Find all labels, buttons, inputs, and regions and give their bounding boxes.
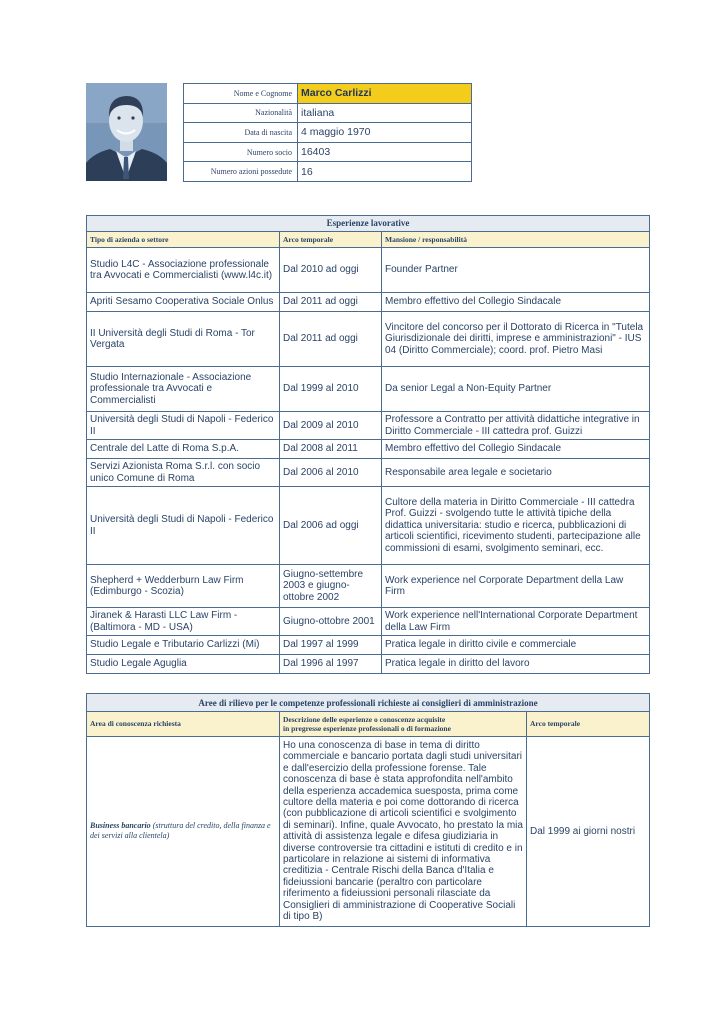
cell-sector: Studio Legale Aguglia xyxy=(87,655,280,674)
experience-title: Esperienze lavorative xyxy=(87,216,650,232)
header-description xyxy=(280,712,527,737)
profile-value-birthdate: 4 maggio 1970 xyxy=(298,123,472,143)
table-row xyxy=(87,565,650,608)
cell-role: Vincitore del concorso per il Dottorato di Ricerca in "Tutela Giurisdizionale dei diritti, imprese e amministrazioni" - IUS 04 (Diritto Commerciale); coord. prof. Pietro Masi xyxy=(382,312,650,367)
table-row xyxy=(87,487,650,565)
table-row xyxy=(87,655,650,674)
profile-label: Nome e Cognome xyxy=(184,84,298,104)
profile-row-birthdate xyxy=(184,123,472,143)
cell-period: Dal 1997 al 1999 xyxy=(280,636,382,655)
cell-period: Dal 2006 al 2010 xyxy=(280,459,382,487)
portrait-icon xyxy=(86,83,167,181)
cell-role: Work experience nel Corporate Department della Law Firm xyxy=(382,565,650,608)
profile-value-shares: 16 xyxy=(298,162,472,182)
cell-role: Professore a Contratto per attività didattiche integrative in Diritto Commerciale - III cattedra prof. Guizzi xyxy=(382,412,650,440)
table-row xyxy=(87,248,650,293)
table-row xyxy=(87,440,650,459)
experience-table xyxy=(86,215,650,674)
cell-period: Dal 1999 al 2010 xyxy=(280,367,382,412)
profile-label: Numero socio xyxy=(184,142,298,162)
cell-period: Dal 2008 al 2011 xyxy=(280,440,382,459)
table-row xyxy=(87,737,650,927)
cell-role: Work experience nell'International Corporate Department della Law Firm xyxy=(382,608,650,636)
cell-period: Giugno-settembre 2003 e giugno-ottobre 2002 xyxy=(280,565,382,608)
area-detail: (struttura del credito, della finanza e dei servizi alla clientela) xyxy=(90,821,271,841)
competences-header-row xyxy=(87,712,650,737)
cell-role: Pratica legale in diritto civile e commerciale xyxy=(382,636,650,655)
cell-sector: Centrale del Latte di Roma S.p.A. xyxy=(87,440,280,459)
cell-role: Membro effettivo del Collegio Sindacale xyxy=(382,440,650,459)
competences-title-row xyxy=(87,694,650,712)
cell-period: Dal 2010 ad oggi xyxy=(280,248,382,293)
profile-value-nationality: italiana xyxy=(298,103,472,123)
table-row xyxy=(87,608,650,636)
cell-role: Founder Partner xyxy=(382,248,650,293)
cell-sector: Università degli Studi di Napoli - Federico II xyxy=(87,487,280,565)
cell-sector: Jiranek & Harasti LLC Law Firm - (Baltimora - MD - USA) xyxy=(87,608,280,636)
cell-period: Dal 1996 al 1997 xyxy=(280,655,382,674)
table-row xyxy=(87,636,650,655)
cell-sector: II Università degli Studi di Roma - Tor Vergata xyxy=(87,312,280,367)
cell-sector: Apriti Sesamo Cooperativa Sociale Onlus xyxy=(87,293,280,312)
table-row xyxy=(87,367,650,412)
cell-sector: Shepherd + Wedderburn Law Firm (Edimburgo - Scozia) xyxy=(87,565,280,608)
header-period: Arco temporale xyxy=(527,712,650,737)
profile-value-name: Marco Carlizzi xyxy=(298,84,472,104)
cell-sector: Studio L4C - Associazione professionale tra Avvocati e Commercialisti (www.l4c.it) xyxy=(87,248,280,293)
profile-value-member-number: 16403 xyxy=(298,142,472,162)
profile-row-name xyxy=(184,84,472,104)
profile-row-shares xyxy=(184,162,472,182)
cell-period: Dal 2011 ad oggi xyxy=(280,293,382,312)
cell-period: Giugno-ottobre 2001 xyxy=(280,608,382,636)
experience-header-row xyxy=(87,232,650,248)
cell-period: Dal 2006 ad oggi xyxy=(280,487,382,565)
profile-label: Numero azioni possedute xyxy=(184,162,298,182)
table-row xyxy=(87,312,650,367)
cell-period: Dal 2011 ad oggi xyxy=(280,312,382,367)
header-area: Area di conoscenza richiesta xyxy=(87,712,280,737)
cell-role: Pratica legale in diritto del lavoro xyxy=(382,655,650,674)
cell-sector: Studio Legale e Tributario Carlizzi (Mi) xyxy=(87,636,280,655)
header-period: Arco temporale xyxy=(280,232,382,248)
profile-row-nationality xyxy=(184,103,472,123)
cell-sector: Studio Internazionale - Associazione professionale tra Avvocati e Commercialisti xyxy=(87,367,280,412)
profile-table xyxy=(183,83,472,182)
profile-label: Data di nascita xyxy=(184,123,298,143)
competences-table xyxy=(86,693,650,927)
cell-role: Cultore della materia in Diritto Commerciale - III cattedra Prof. Guizzi - svolgendo tutte le attività tipiche della didattica universitaria: studio e ricerca, pubblicazioni di articoli scientifici, ricevimento studenti, partecipazione alle commissioni di esami, svolgimento seminari, ecc. xyxy=(382,487,650,565)
profile-label: Nazionalità xyxy=(184,103,298,123)
cell-description: Ho una conoscenza di base in tema di diritto commerciale e bancario portata dagli studi universitari e dall'esercizio della professione forense. Tale conoscenza di base è stata approfondita nell'ambito della esperienza accademica suesposta, prima come cultore della materia e poi come dottorando di ricerca (con pubblicazione di articoli scientifici e svolgimento di seminari). Infine, quale Avvocato, ho prestato la mia attività di assistenza legale e difesa giudiziaria in diverse controversie tra cittadini e istituti di credito e in particolare in relazione ai sistemi di informativa creditizia - Centrale Rischi della Banca d'Italia e fideiussioni bancarie (peraltro con particolare riferimento a fideiussioni personali rilasciate da Consiglieri di amministrazione di Cooperative Sociali di tipo B) xyxy=(280,737,527,927)
cell-area xyxy=(87,737,280,927)
cell-role: Da senior Legal a Non-Equity Partner xyxy=(382,367,650,412)
header-description-line1: Descrizione delle esperienze o conoscenze acquisite xyxy=(283,714,446,724)
competences-title: Aree di rilievo per le competenze professionali richieste ai consiglieri di amministrazione xyxy=(87,694,650,712)
cell-period: Dal 2009 al 2010 xyxy=(280,412,382,440)
cell-sector: Università degli Studi di Napoli - Federico II xyxy=(87,412,280,440)
table-row xyxy=(87,459,650,487)
table-row xyxy=(87,412,650,440)
cell-role: Membro effettivo del Collegio Sindacale xyxy=(382,293,650,312)
table-row xyxy=(87,293,650,312)
header-role: Mansione / responsabilità xyxy=(382,232,650,248)
cell-period: Dal 1999 ai giorni nostri xyxy=(527,737,650,927)
header-description-line2: in pregresse esperienze professionali o di formazione xyxy=(283,724,451,733)
area-title: Business bancario xyxy=(90,821,151,831)
experience-title-row xyxy=(87,216,650,232)
profile-row-member-number xyxy=(184,142,472,162)
header-sector: Tipo di azienda o settore xyxy=(87,232,280,248)
profile-photo xyxy=(86,83,167,181)
cell-sector: Servizi Azionista Roma S.r.l. con socio unico Comune di Roma xyxy=(87,459,280,487)
cell-role: Responsabile area legale e societario xyxy=(382,459,650,487)
